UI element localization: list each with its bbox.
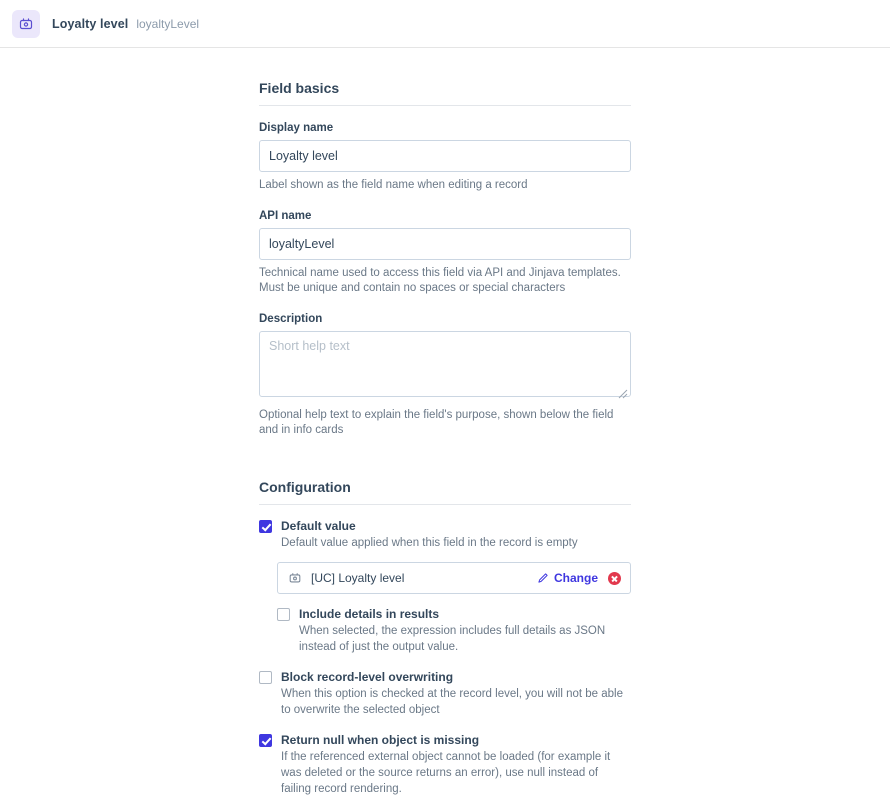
configuration-heading: Configuration — [259, 479, 631, 505]
api-name-label: API name — [259, 209, 312, 222]
plug-object-icon — [12, 10, 40, 38]
include-details-checkbox[interactable] — [277, 608, 290, 621]
description-textarea[interactable] — [259, 331, 631, 397]
change-object-button[interactable] — [537, 571, 598, 585]
display-name-help: Label shown as the field name when editing a record — [259, 179, 528, 191]
block-overwriting-checkbox[interactable] — [259, 671, 272, 684]
block-overwriting-desc: When this option is checked at the record level, you will not be able to overwrite the selected object — [281, 688, 623, 717]
remove-circle-icon[interactable] — [608, 572, 621, 585]
option-block-record-level-overwriting[interactable] — [259, 670, 631, 719]
default-value-desc: Default value applied when this field in the record is empty — [281, 536, 578, 549]
description-label: Description — [259, 312, 323, 325]
page-api-name: loyaltyLevel — [136, 16, 200, 31]
description-help: Optional help text to explain the field's purpose, shown below the field and in info cards — [259, 408, 614, 437]
display-name-label: Display name — [259, 122, 334, 134]
return-null-text — [281, 733, 626, 797]
block-overwriting-text — [281, 670, 626, 719]
api-name-input[interactable] — [259, 228, 631, 260]
return-null-desc: If the referenced external object cannot be loaded (for example it was deleted or the source returns an error), use null instead of failing record rendering. — [281, 750, 611, 795]
api-name-group — [259, 210, 631, 297]
app-header — [0, 0, 890, 48]
description-group — [259, 313, 631, 439]
field-basics-section — [259, 80, 631, 439]
pencil-icon — [537, 572, 549, 584]
include-details-text — [299, 607, 631, 656]
return-null-checkbox[interactable] — [259, 734, 272, 747]
form-column — [259, 48, 631, 797]
description-input-wrap — [259, 331, 631, 402]
default-value-text — [281, 519, 578, 552]
option-return-null-when-object-is-missing[interactable] — [259, 733, 631, 797]
configuration-section — [259, 479, 631, 797]
display-name-group — [259, 122, 631, 194]
field-basics-heading: Field basics — [259, 80, 631, 106]
plug-object-icon — [287, 570, 303, 586]
selected-object-label: [UC] Loyalty level — [311, 571, 405, 586]
option-include-details-in-results[interactable] — [277, 607, 631, 656]
page-title: Loyalty level — [52, 16, 129, 31]
option-default-value[interactable] — [259, 519, 631, 552]
block-overwriting-label: Block record-level overwriting — [281, 670, 454, 685]
default-value-checkbox[interactable] — [259, 520, 272, 533]
include-details-label: Include details in results — [299, 607, 440, 622]
default-value-label: Default value — [281, 518, 356, 533]
include-details-desc: When selected, the expression includes full details as JSON instead of just the output value. — [299, 625, 606, 654]
api-name-help: Technical name used to access this field via API and Jinjava templates. Must be unique and contain no spaces or special characters — [259, 266, 621, 295]
display-name-input[interactable] — [259, 140, 631, 172]
settings-page — [0, 48, 890, 795]
return-null-label: Return null when object is missing — [281, 732, 480, 747]
change-object-label: Change — [553, 571, 598, 586]
selected-object-card[interactable] — [277, 562, 631, 594]
